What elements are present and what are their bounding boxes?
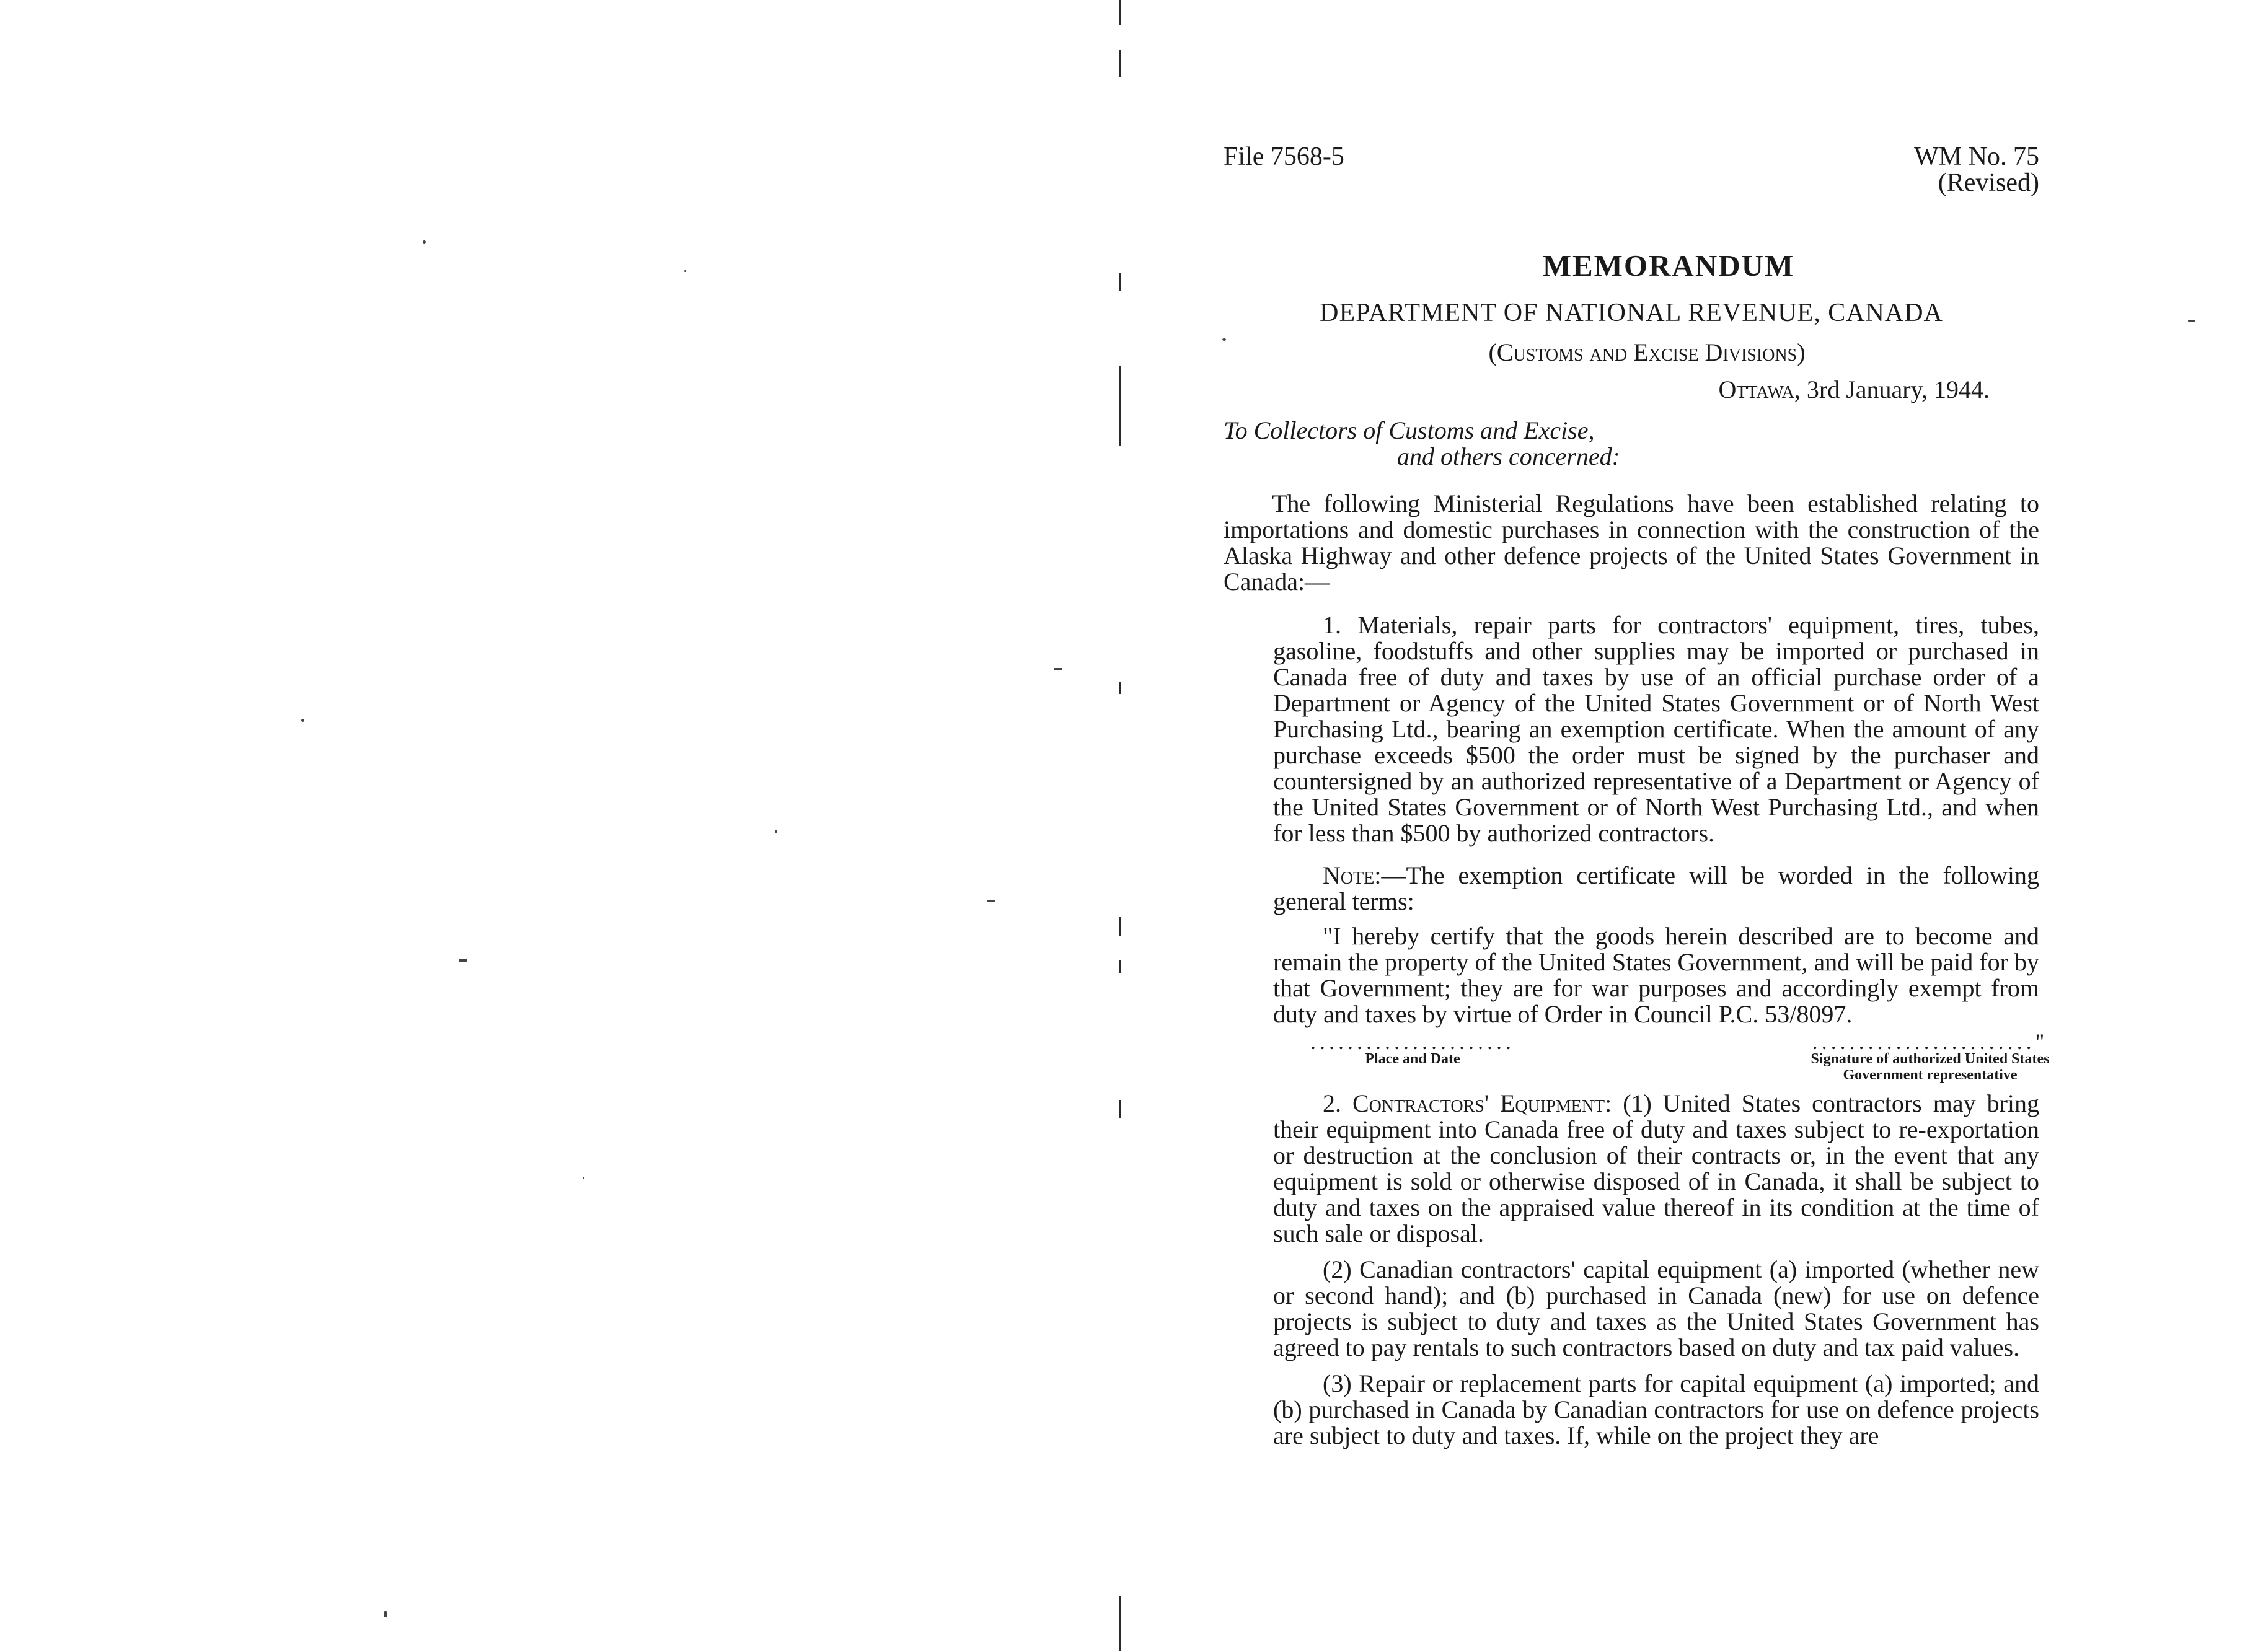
dateline [1224, 377, 2039, 403]
document-title: MEMORANDUM [1542, 248, 1795, 283]
wm-number-block [1914, 144, 2039, 196]
item-2 [1273, 1091, 2039, 1449]
wm-revised: (Revised) [1938, 169, 2039, 197]
item-2-2: (2) Canadian contractors' capital equipment (a) imported (whether new or second hand); and (b) purchased in Canada (new) for use on defence projects is subject to duty and taxes as the United States Government has agreed to pay rentals to such contractors based on duty and tax paid values. [1273, 1255, 2039, 1361]
scan-speck [1054, 668, 1062, 670]
item-2-1 [1273, 1091, 2039, 1247]
item-2-number: 2. [1323, 1089, 1341, 1117]
divisions-line: (Customs and Excise Divisions) [1488, 338, 1806, 366]
certificate-text: "I hereby certify that the goods herein described are to become and remain the property of the United States Government, and will be paid for by that Government; they are for war purposes and accordingly exempt from duty and taxes by virtue of Order in Council P.C. 53/8097. [1273, 922, 2039, 1028]
scan-speck [987, 900, 995, 902]
scan-speck [384, 1611, 387, 1617]
note-text: —The exemption certificate will be worded in the following general terms: [1273, 861, 2039, 915]
intro-paragraph: The following Ministerial Regulations have been established relating to importations and domestic purchases in connection with the construction of the Alaska Highway and other defence projects of the United States Government in Canada:— [1224, 490, 2039, 595]
item-2-heading: Contractors' Equipment: [1352, 1089, 1612, 1117]
signature-label-1: Signature of authorized United States [1811, 1051, 2050, 1067]
scan-speck [2188, 320, 2195, 322]
scan-speck [583, 1177, 584, 1179]
signature-label-2: Government representative [1843, 1067, 2018, 1083]
header-row [1224, 144, 2039, 200]
wm-number: WM No. 75 [1914, 143, 2039, 171]
scan-speck [684, 270, 686, 272]
note-paragraph [1273, 863, 2039, 915]
place-date-field [1273, 1029, 1552, 1067]
item-2-1-text: (1) United States contractors may bring their equipment into Canada free of duty and taxes subject to re-exportation or destruction at the conclusion of their contracts or, in the event that any equipment is sold or otherwise disposed of in Canada, it shall be subject to duty and taxes on the appraised value thereof in its condition at the time of such sale or disposal. [1273, 1089, 2040, 1247]
signature-dots: ........................" [1812, 1029, 2049, 1054]
signature-row [1224, 1029, 2050, 1088]
scan-speck [423, 240, 426, 244]
signature-field [1769, 1029, 2091, 1083]
scan-speck [301, 719, 304, 722]
scan-speck [459, 959, 467, 962]
item-2-3: (3) Repair or replacement parts for capital equipment (a) imported; and (b) purchased in Canada by Canadian contractors for use on defence projects are subject to duty and taxes. If, while on the project they are [1273, 1369, 2039, 1449]
addressee [1224, 418, 2039, 470]
dateline-date: 3rd January, 1944. [1806, 376, 1990, 403]
addressee-line-1: To Collectors of Customs and Excise, [1224, 416, 1595, 444]
item-1-text: 1. Materials, repair parts for contractors' equipment, tires, tubes, gasoline, foodstuffs and other supplies may be imported or purchased in Canada free of duty and taxes by use of an official purchase order of a Department or Agency of the United States Government or of North West Purchasing Ltd., bearing an exemption certificate. When the amount of any purchase exceeds $500 the order must be signed by the purchaser and countersigned by an authorized representative of a Department or Agency of the United States Government or of North West Purchasing Ltd., and when for less than $500 by authorized contractors. [1273, 611, 2039, 847]
memorandum-page [1122, 0, 2245, 1652]
left-blank-page [0, 0, 1119, 1652]
note-label: Note: [1323, 861, 1382, 889]
item-1 [1273, 612, 2039, 915]
scan-speck [775, 830, 777, 833]
addressee-line-2: and others concerned: [1397, 442, 1620, 470]
file-number: File 7568-5 [1224, 143, 1344, 171]
department-name: DEPARTMENT OF NATIONAL REVENUE, CANADA [1320, 299, 1943, 327]
dateline-city: Ottawa, [1718, 376, 1801, 403]
place-date-dots: ...................... [1310, 1029, 1515, 1054]
memorandum-content [1224, 143, 2050, 1449]
place-date-label: Place and Date [1365, 1051, 1460, 1067]
